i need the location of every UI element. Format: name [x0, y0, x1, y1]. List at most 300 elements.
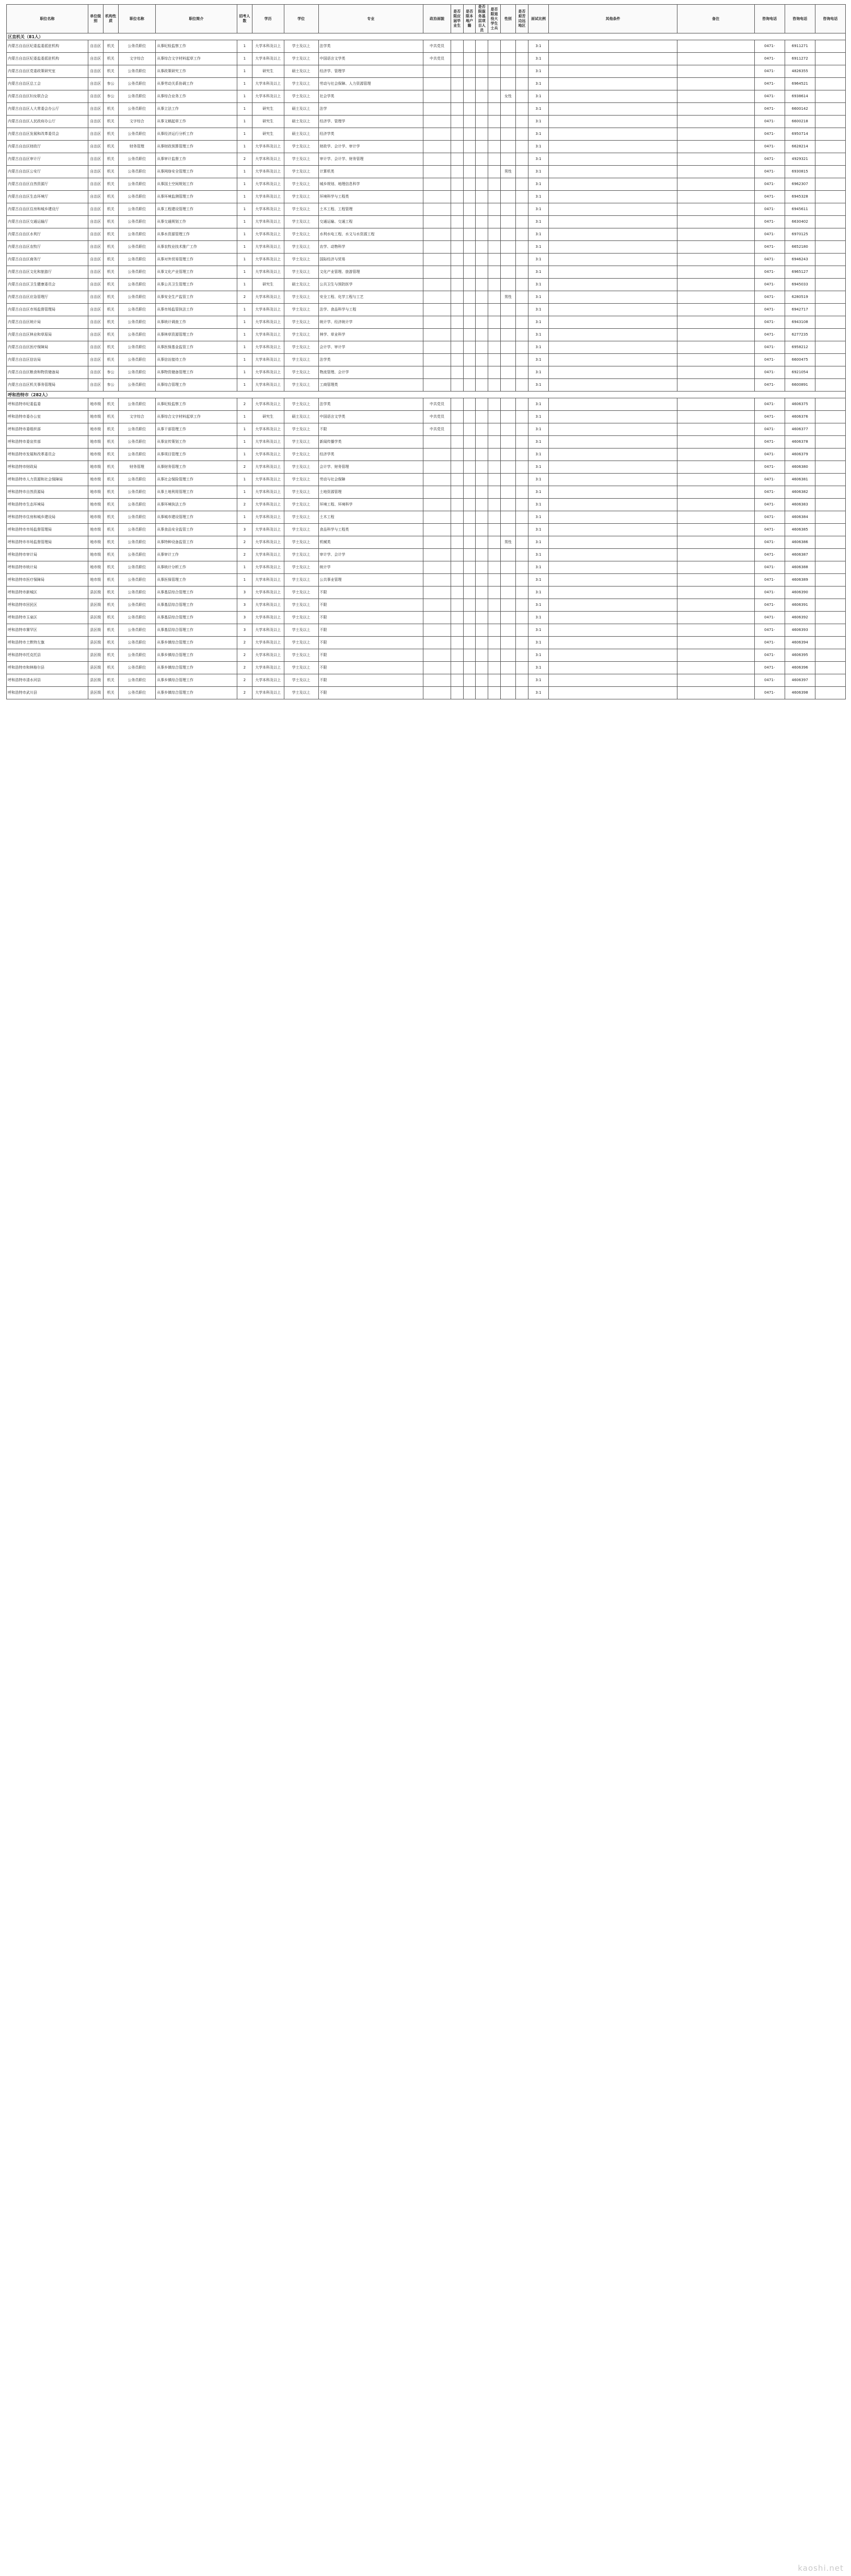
table-cell: [815, 90, 845, 103]
table-cell: [500, 599, 515, 612]
table-cell: [677, 291, 754, 304]
table-row: [7, 599, 846, 612]
table-cell: 大学本科及以上: [252, 461, 284, 474]
table-cell: [677, 574, 754, 586]
table-cell: [815, 103, 845, 116]
table-row: [7, 486, 846, 499]
table-row: [7, 178, 846, 191]
table-cell: 3:1: [528, 191, 549, 203]
table-cell: 机关: [103, 53, 118, 65]
section-title: 区直机关（81人）: [7, 33, 846, 40]
table-cell: 学士及以上: [284, 354, 318, 366]
table-cell: [451, 379, 463, 392]
table-cell: 计算机类: [318, 166, 423, 178]
table-cell: 城乡规划、地理信息科学: [318, 178, 423, 191]
table-cell: [815, 687, 845, 699]
table-cell: [463, 366, 476, 379]
table-cell: 自治区: [88, 90, 103, 103]
table-cell: [549, 90, 677, 103]
table-cell: 自治区: [88, 65, 103, 78]
table-cell: [549, 474, 677, 486]
table-cell: [500, 103, 515, 116]
table-cell: 物流管理、会计学: [318, 366, 423, 379]
table-row: [7, 141, 846, 153]
table-cell: 不限: [318, 612, 423, 624]
table-cell: 经济学、管理学: [318, 65, 423, 78]
table-cell: [488, 511, 501, 524]
table-cell: [476, 511, 488, 524]
table-cell: 研究生: [252, 103, 284, 116]
table-cell: 机关: [103, 499, 118, 511]
table-cell: [476, 178, 488, 191]
table-cell: 机关: [103, 574, 118, 586]
table-cell: 从事乡镇综合管理工作: [156, 687, 237, 699]
table-cell: [488, 128, 501, 141]
table-cell: 内蒙古自治区市场监督管理局: [7, 304, 88, 316]
table-cell: 从事环境执法工作: [156, 499, 237, 511]
table-cell: [515, 366, 528, 379]
table-cell: [423, 203, 451, 216]
table-cell: [500, 561, 515, 574]
table-cell: 0471-: [754, 574, 785, 586]
table-cell: [815, 436, 845, 448]
table-cell: 3:1: [528, 153, 549, 166]
table-cell: 机关: [103, 153, 118, 166]
table-cell: [423, 291, 451, 304]
table-cell: 新闻传播学类: [318, 436, 423, 448]
table-cell: 硕士及以上: [284, 116, 318, 128]
table-cell: 学士及以上: [284, 637, 318, 649]
table-cell: 公务员职位: [118, 103, 155, 116]
table-cell: 3:1: [528, 304, 549, 316]
table-cell: 地市级: [88, 549, 103, 561]
table-cell: 3:1: [528, 624, 549, 637]
table-cell: [476, 448, 488, 461]
table-cell: 机关: [103, 649, 118, 662]
table-cell: 机关: [103, 474, 118, 486]
table-cell: 4606375: [785, 398, 815, 411]
table-cell: 6965127: [785, 266, 815, 279]
table-cell: 从事对外贸易管理工作: [156, 254, 237, 266]
table-cell: [488, 78, 501, 90]
table-cell: 内蒙古自治区机关事务管理局: [7, 379, 88, 392]
table-cell: [463, 341, 476, 354]
table-cell: [500, 366, 515, 379]
table-cell: 学士及以上: [284, 53, 318, 65]
table-cell: [500, 329, 515, 341]
table-cell: 中共党员: [423, 40, 451, 53]
table-cell: 4606377: [785, 423, 815, 436]
table-cell: 0471-: [754, 241, 785, 254]
table-cell: [515, 687, 528, 699]
table-cell: 机关: [103, 354, 118, 366]
table-cell: 内蒙古自治区粮食和物资储备局: [7, 366, 88, 379]
table-cell: [677, 549, 754, 561]
table-cell: 2: [237, 499, 252, 511]
table-cell: 自治区: [88, 241, 103, 254]
table-cell: 3: [237, 524, 252, 536]
table-cell: [500, 524, 515, 536]
table-cell: 自治区: [88, 153, 103, 166]
table-cell: [549, 241, 677, 254]
table-cell: [423, 78, 451, 90]
table-cell: 学士及以上: [284, 612, 318, 624]
table-cell: 呼和浩特市财政局: [7, 461, 88, 474]
table-cell: [423, 549, 451, 561]
table-cell: [815, 574, 845, 586]
table-cell: [423, 241, 451, 254]
table-cell: [815, 40, 845, 53]
table-cell: [500, 316, 515, 329]
table-cell: [500, 341, 515, 354]
table-cell: 6964521: [785, 78, 815, 90]
table-cell: 0471-: [754, 411, 785, 423]
table-cell: [463, 599, 476, 612]
table-cell: [815, 241, 845, 254]
table-cell: [500, 78, 515, 90]
table-cell: 3:1: [528, 291, 549, 304]
table-cell: 不限: [318, 423, 423, 436]
table-cell: 3:1: [528, 612, 549, 624]
table-cell: 经济学类: [318, 448, 423, 461]
table-cell: 从事乡镇综合管理工作: [156, 674, 237, 687]
table-cell: 学士及以上: [284, 141, 318, 153]
table-cell: [423, 191, 451, 203]
table-cell: [451, 536, 463, 549]
table-cell: [500, 141, 515, 153]
table-cell: [463, 291, 476, 304]
table-cell: 1: [237, 561, 252, 574]
table-cell: [488, 203, 501, 216]
table-cell: [515, 191, 528, 203]
table-cell: [476, 398, 488, 411]
table-cell: [451, 166, 463, 178]
table-cell: [463, 128, 476, 141]
table-cell: 机关: [103, 241, 118, 254]
table-cell: [476, 366, 488, 379]
table-cell: 研究生: [252, 128, 284, 141]
table-cell: 自治区: [88, 40, 103, 53]
table-cell: 硕士及以上: [284, 279, 318, 291]
table-cell: 3:1: [528, 586, 549, 599]
table-cell: [677, 366, 754, 379]
table-row: [7, 448, 846, 461]
table-cell: 6970125: [785, 228, 815, 241]
table-cell: 财政学、会计学、审计学: [318, 141, 423, 153]
column-header: 其他条件: [549, 5, 677, 33]
table-cell: [488, 379, 501, 392]
table-cell: 学士及以上: [284, 216, 318, 228]
table-cell: 呼和浩特市土默特左旗: [7, 637, 88, 649]
table-cell: [549, 687, 677, 699]
table-cell: 3:1: [528, 53, 549, 65]
table-cell: 公务员职位: [118, 228, 155, 241]
table-cell: [500, 423, 515, 436]
table-cell: 学士及以上: [284, 662, 318, 674]
table-cell: 0471-: [754, 586, 785, 599]
table-cell: [451, 103, 463, 116]
table-cell: 内蒙古自治区农牧厅: [7, 241, 88, 254]
table-cell: [515, 586, 528, 599]
table-cell: [488, 536, 501, 549]
table-cell: [677, 40, 754, 53]
table-cell: 自治区: [88, 78, 103, 90]
table-cell: 学士及以上: [284, 366, 318, 379]
table-cell: 公务员职位: [118, 474, 155, 486]
table-cell: [463, 254, 476, 266]
table-cell: 呼和浩特市委办公室: [7, 411, 88, 423]
table-cell: [515, 141, 528, 153]
table-cell: 呼和浩特市新城区: [7, 586, 88, 599]
table-cell: 中共党员: [423, 411, 451, 423]
table-cell: 研究生: [252, 411, 284, 423]
table-cell: [677, 436, 754, 448]
table-cell: 1: [237, 241, 252, 254]
table-cell: 0471-: [754, 40, 785, 53]
table-cell: [815, 341, 845, 354]
table-cell: 公共事业管理: [318, 574, 423, 586]
table-cell: [423, 574, 451, 586]
table-cell: 1: [237, 116, 252, 128]
table-cell: [476, 637, 488, 649]
table-cell: [815, 354, 845, 366]
table-cell: 2: [237, 153, 252, 166]
table-cell: 大学本科及以上: [252, 599, 284, 612]
table-cell: 0471-: [754, 254, 785, 266]
table-row: [7, 241, 846, 254]
table-cell: [451, 266, 463, 279]
table-cell: 从事审计监督工作: [156, 153, 237, 166]
table-cell: 硕士及以上: [284, 103, 318, 116]
table-cell: [476, 586, 488, 599]
table-cell: [463, 304, 476, 316]
table-cell: [451, 78, 463, 90]
table-cell: [451, 549, 463, 561]
table-cell: [463, 103, 476, 116]
table-cell: [423, 128, 451, 141]
table-cell: [463, 461, 476, 474]
table-cell: [549, 536, 677, 549]
table-cell: [500, 511, 515, 524]
table-cell: 学士及以上: [284, 191, 318, 203]
table-cell: [815, 474, 845, 486]
table-cell: [488, 461, 501, 474]
table-cell: 地市级: [88, 486, 103, 499]
table-cell: [677, 524, 754, 536]
table-cell: 学士及以上: [284, 90, 318, 103]
table-cell: [677, 304, 754, 316]
table-cell: 大学本科及以上: [252, 90, 284, 103]
table-cell: [549, 203, 677, 216]
table-cell: 学士及以上: [284, 423, 318, 436]
table-cell: 学士及以上: [284, 398, 318, 411]
table-cell: [451, 216, 463, 228]
table-cell: 学士及以上: [284, 153, 318, 166]
table-cell: [488, 524, 501, 536]
table-cell: 公务员职位: [118, 329, 155, 341]
table-row: [7, 398, 846, 411]
table-cell: 大学本科及以上: [252, 612, 284, 624]
table-cell: 呼和浩特市住房和城乡建设局: [7, 511, 88, 524]
table-cell: 从事社会保险管理工作: [156, 474, 237, 486]
table-cell: [463, 649, 476, 662]
table-cell: [515, 599, 528, 612]
table-cell: 机关: [103, 637, 118, 649]
table-cell: 呼和浩特市市场监督管理局: [7, 524, 88, 536]
table-row: [7, 191, 846, 203]
table-cell: 4606389: [785, 574, 815, 586]
table-cell: 劳动与社会保障、人力资源管理: [318, 78, 423, 90]
table-cell: 公务员职位: [118, 203, 155, 216]
table-cell: 公务员职位: [118, 561, 155, 574]
table-cell: [677, 561, 754, 574]
table-cell: 呼和浩特市纪委监委: [7, 398, 88, 411]
table-cell: 3:1: [528, 511, 549, 524]
table-cell: 学士及以上: [284, 266, 318, 279]
table-cell: 大学本科及以上: [252, 203, 284, 216]
table-cell: 3:1: [528, 436, 549, 448]
table-cell: [488, 279, 501, 291]
table-cell: 呼和浩特市委宣传部: [7, 436, 88, 448]
table-cell: 呼和浩特市和林格尔县: [7, 662, 88, 674]
table-cell: [515, 536, 528, 549]
table-cell: [515, 574, 528, 586]
table-cell: 研究生: [252, 116, 284, 128]
table-cell: [500, 474, 515, 486]
table-cell: 3:1: [528, 228, 549, 241]
table-cell: [677, 116, 754, 128]
table-cell: [488, 216, 501, 228]
table-cell: 不限: [318, 599, 423, 612]
table-cell: 机关: [103, 266, 118, 279]
table-cell: [815, 411, 845, 423]
table-cell: 国际经济与贸易: [318, 254, 423, 266]
table-cell: [463, 411, 476, 423]
table-cell: 1: [237, 103, 252, 116]
table-cell: [815, 291, 845, 304]
column-header: 学历: [252, 5, 284, 33]
table-cell: 机关: [103, 329, 118, 341]
table-cell: 从事综合管理工作: [156, 379, 237, 392]
table-cell: [488, 474, 501, 486]
table-cell: [815, 561, 845, 574]
table-cell: 从事劳动关系协调工作: [156, 78, 237, 90]
table-cell: 机关: [103, 423, 118, 436]
table-cell: [476, 411, 488, 423]
table-cell: [451, 153, 463, 166]
table-cell: 公务员职位: [118, 662, 155, 674]
table-cell: 3:1: [528, 448, 549, 461]
table-row: [7, 166, 846, 178]
table-cell: [815, 216, 845, 228]
table-cell: [451, 304, 463, 316]
table-cell: [815, 398, 845, 411]
table-cell: [476, 40, 488, 53]
column-header: 咨询电话: [754, 5, 785, 33]
table-cell: 从事纪检监察工作: [156, 398, 237, 411]
table-cell: 2: [237, 637, 252, 649]
table-cell: 3:1: [528, 166, 549, 178]
table-cell: 0471-: [754, 329, 785, 341]
table-cell: [463, 474, 476, 486]
table-cell: [423, 687, 451, 699]
table-cell: [488, 141, 501, 153]
table-cell: 0471-: [754, 291, 785, 304]
table-cell: 0471-: [754, 279, 785, 291]
table-cell: 自治区: [88, 279, 103, 291]
table-cell: [549, 637, 677, 649]
table-cell: [677, 228, 754, 241]
table-cell: 大学本科及以上: [252, 304, 284, 316]
table-cell: [677, 448, 754, 461]
table-cell: [500, 178, 515, 191]
table-cell: [549, 304, 677, 316]
table-cell: 大学本科及以上: [252, 549, 284, 561]
table-cell: 公务员职位: [118, 254, 155, 266]
table-cell: 机关: [103, 291, 118, 304]
table-cell: [423, 304, 451, 316]
table-cell: 0471-: [754, 379, 785, 392]
table-cell: 从事综合文字材料起草工作: [156, 411, 237, 423]
table-cell: [549, 436, 677, 448]
table-cell: [463, 561, 476, 574]
table-cell: 机关: [103, 178, 118, 191]
table-cell: 机关: [103, 448, 118, 461]
table-cell: 呼和浩特市回民区: [7, 599, 88, 612]
table-cell: 0471-: [754, 561, 785, 574]
column-header: 是否限退役大学生士兵: [488, 5, 501, 33]
table-cell: 公共卫生与预防医学: [318, 279, 423, 291]
table-cell: 呼和浩特市生态环境局: [7, 499, 88, 511]
table-cell: 1: [237, 53, 252, 65]
table-cell: [549, 279, 677, 291]
table-cell: [815, 612, 845, 624]
table-cell: 不限: [318, 687, 423, 699]
table-cell: 学士及以上: [284, 511, 318, 524]
table-cell: 0471-: [754, 78, 785, 90]
table-cell: [549, 316, 677, 329]
table-cell: 土木工程: [318, 511, 423, 524]
table-cell: 自治区: [88, 228, 103, 241]
table-cell: 4606382: [785, 486, 815, 499]
table-cell: 中共党员: [423, 53, 451, 65]
table-row: [7, 216, 846, 228]
table-cell: [515, 216, 528, 228]
table-cell: 从事食品安全监管工作: [156, 524, 237, 536]
table-cell: 6921054: [785, 366, 815, 379]
table-cell: 审计学、会计学、财务管理: [318, 153, 423, 166]
table-cell: 学士及以上: [284, 474, 318, 486]
table-cell: 学士及以上: [284, 599, 318, 612]
table-cell: 1: [237, 411, 252, 423]
table-cell: 县区级: [88, 687, 103, 699]
table-cell: 1: [237, 423, 252, 436]
table-cell: [549, 329, 677, 341]
table-cell: [549, 266, 677, 279]
table-cell: 6945611: [785, 203, 815, 216]
table-cell: 从事纪检监察工作: [156, 40, 237, 53]
table-cell: 参公: [103, 78, 118, 90]
table-cell: [815, 511, 845, 524]
table-cell: [476, 486, 488, 499]
table-cell: [451, 586, 463, 599]
table-cell: [476, 153, 488, 166]
table-cell: 县区级: [88, 674, 103, 687]
table-cell: 机关: [103, 586, 118, 599]
table-cell: [488, 166, 501, 178]
table-cell: 自治区: [88, 141, 103, 153]
table-cell: 大学本科及以上: [252, 574, 284, 586]
